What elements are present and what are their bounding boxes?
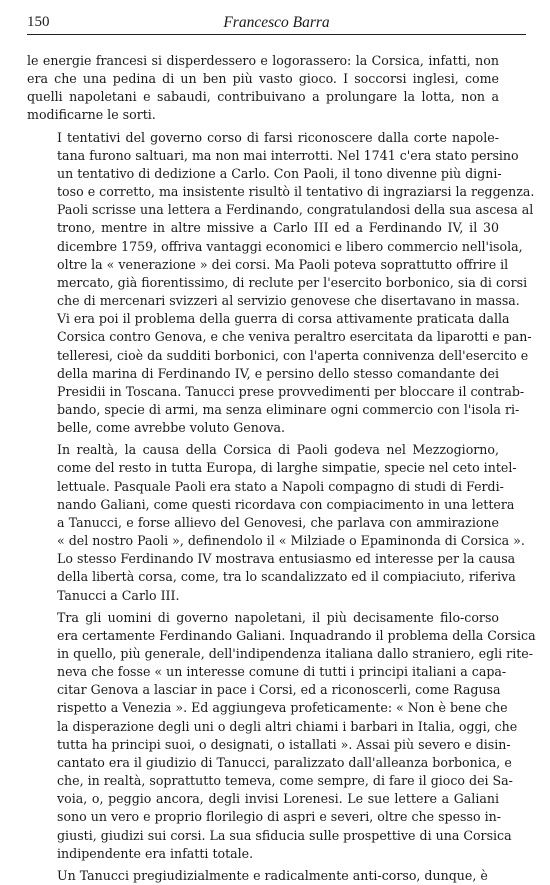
- running-head: Francesco Barra: [223, 14, 330, 31]
- text-line: Un Tanucci pregiudizialmente e radicalmente anti-corso, dunque, è: [57, 867, 488, 883]
- text-line: neva che fosse « un interesse comune di tutti i principi italiani a capa-: [57, 664, 507, 680]
- paragraph: [27, 867, 499, 885]
- text-line: toso e corretto, ma insistente risultò il tentativo di ingraziarsi la reggenza.: [57, 184, 535, 200]
- text-line: che, in realtà, soprattutto temeva, come sempre, di fare il gioco dei Sa-: [57, 773, 513, 789]
- text-line: nando Galiani, come questi ricordava con compiacimento in una lettera: [57, 496, 515, 512]
- paragraph: [27, 129, 535, 438]
- text-line: bando, specie di armi, ma senza eliminare ogni commercio con l'isola ri-: [57, 401, 520, 417]
- text-line: dicembre 1759, offriva vantaggi economici e libero commercio nell'isola,: [57, 238, 523, 254]
- text-line: lettuale. Pasquale Paoli era stato a Napoli compagno di studi di Ferdi-: [57, 478, 504, 494]
- page-header: [27, 12, 526, 35]
- text-line: belle, come avrebbe voluto Genova.: [57, 420, 286, 436]
- text-line: della marina di Ferdinando IV, e persino dello stesso comandante dei: [57, 365, 499, 381]
- text-line: citar Genova a lasciar in pace i Corsi, ed a riconoscerli, come Ragusa: [57, 682, 501, 698]
- text-line: come del resto in tutta Europa, di larghe simpatie, specie nel ceto intel-: [57, 460, 517, 476]
- text-line: che di mercenari svizzeri al servizio genovese che disertavano in massa.: [57, 293, 520, 309]
- text-line: giusti, giudizi sui corsi. La sua sfiducia sulle prospettive di una Corsica: [57, 827, 512, 843]
- text-line: indipendente era infatti totale.: [57, 845, 254, 861]
- text-line: Vi era poi il problema della guerra di corsa attivamente praticata dalla: [57, 311, 510, 327]
- text-line: in quello, più generale, dell'indipendenza italiana dallo straniero, egli rite-: [57, 646, 534, 661]
- text-line: la disperazione degli uni o degli altri chiami i barbari in Italia, oggi, che: [57, 718, 518, 734]
- paragraph: [27, 441, 525, 604]
- text-line: era certamente Ferdinando Galiani. Inquadrando il problema della Corsica: [57, 627, 536, 643]
- text-line: rispetto a Venezia ». Ed aggiungeva profeticamente: « Non è bene che: [57, 700, 508, 716]
- text-line: cantato era il giudizio di Tanucci, paralizzato dall'alleanza borbonica, e: [57, 754, 512, 770]
- text-line: Presidii in Toscana. Tanucci prese provvedimenti per bloccare il contrab-: [57, 383, 525, 399]
- text-line: era che una pedina di un ben più vasto gioco. I soccorsi inglesi, come: [27, 71, 499, 87]
- text-line: della libertà corsa, come, tra lo scandalizzato ed il compiaciuto, riferiva: [57, 569, 516, 585]
- page-number: 150: [27, 14, 50, 30]
- text-line: le energie francesi si disperdessero e logorassero: la Corsica, infatti, non: [27, 53, 499, 68]
- text-line: tutta ha principi suoi, o designati, o istallati ». Assai più severo e disin-: [57, 736, 511, 752]
- body-text: [27, 52, 536, 885]
- text-line: un tentativo di dedizione a Carlo. Con Paoli, il tono divenne più digni-: [57, 165, 502, 181]
- text-line: Lo stesso Ferdinando IV mostrava entusiasmo ed interesse per la causa: [57, 551, 516, 567]
- text-line: tana furono saltuari, ma non mai interrotti. Nel 1741 c'era stato persino: [57, 147, 519, 163]
- text-line: Tanucci a Carlo III.: [57, 587, 180, 603]
- text-line: telleresi, cioè da sudditi borbonici, con l'aperta connivenza dell'esercito e: [57, 347, 529, 363]
- text-line: quelli napoletani e sabaudi, contribuivano a prolungare la lotta, non a: [27, 89, 499, 105]
- text-line: « del nostro Paoli », definendolo il « Milziade o Epaminonda di Corsica ».: [57, 533, 525, 549]
- text-line: trono, mentre in altre missive a Carlo III ed a Ferdinando IV, il 30: [57, 220, 499, 236]
- text-line: In realtà, la causa della Corsica di Paoli godeva nel Mezzogiorno,: [57, 442, 499, 458]
- text-line: I tentativi del governo corso di farsi riconoscere dalla corte napole-: [57, 129, 499, 145]
- text-line: a Tanucci, e forse allievo del Genovesi, che parlava con ammirazione: [57, 514, 499, 530]
- text-line: voia, o, peggio ancora, degli invisi Lorenesi. Le sue lettere a Galiani: [57, 791, 499, 807]
- paragraph: [27, 609, 536, 863]
- text-line: modificarne le sorti.: [27, 107, 156, 123]
- text-line: Paoli scrisse una lettera a Ferdinando, congratulandosi della sua ascesa al: [57, 202, 534, 218]
- text-line: Corsica contro Genova, e che veniva peraltro esercitata da liparotti e pan-: [57, 329, 532, 345]
- paragraph: [27, 52, 499, 125]
- text-line: sono un vero e proprio florilegio di aspri e severi, oltre che spesso in-: [57, 809, 501, 825]
- text-line: Tra gli uomini di governo napoletani, il più decisamente filo-corso: [57, 609, 499, 625]
- text-line: mercato, già fiorentissimo, di reclute per l'esercito borbonico, sia di corsi: [57, 274, 528, 290]
- text-line: oltre la « venerazione » dei corsi. Ma Paoli poteva soprattutto offrire il: [57, 256, 509, 272]
